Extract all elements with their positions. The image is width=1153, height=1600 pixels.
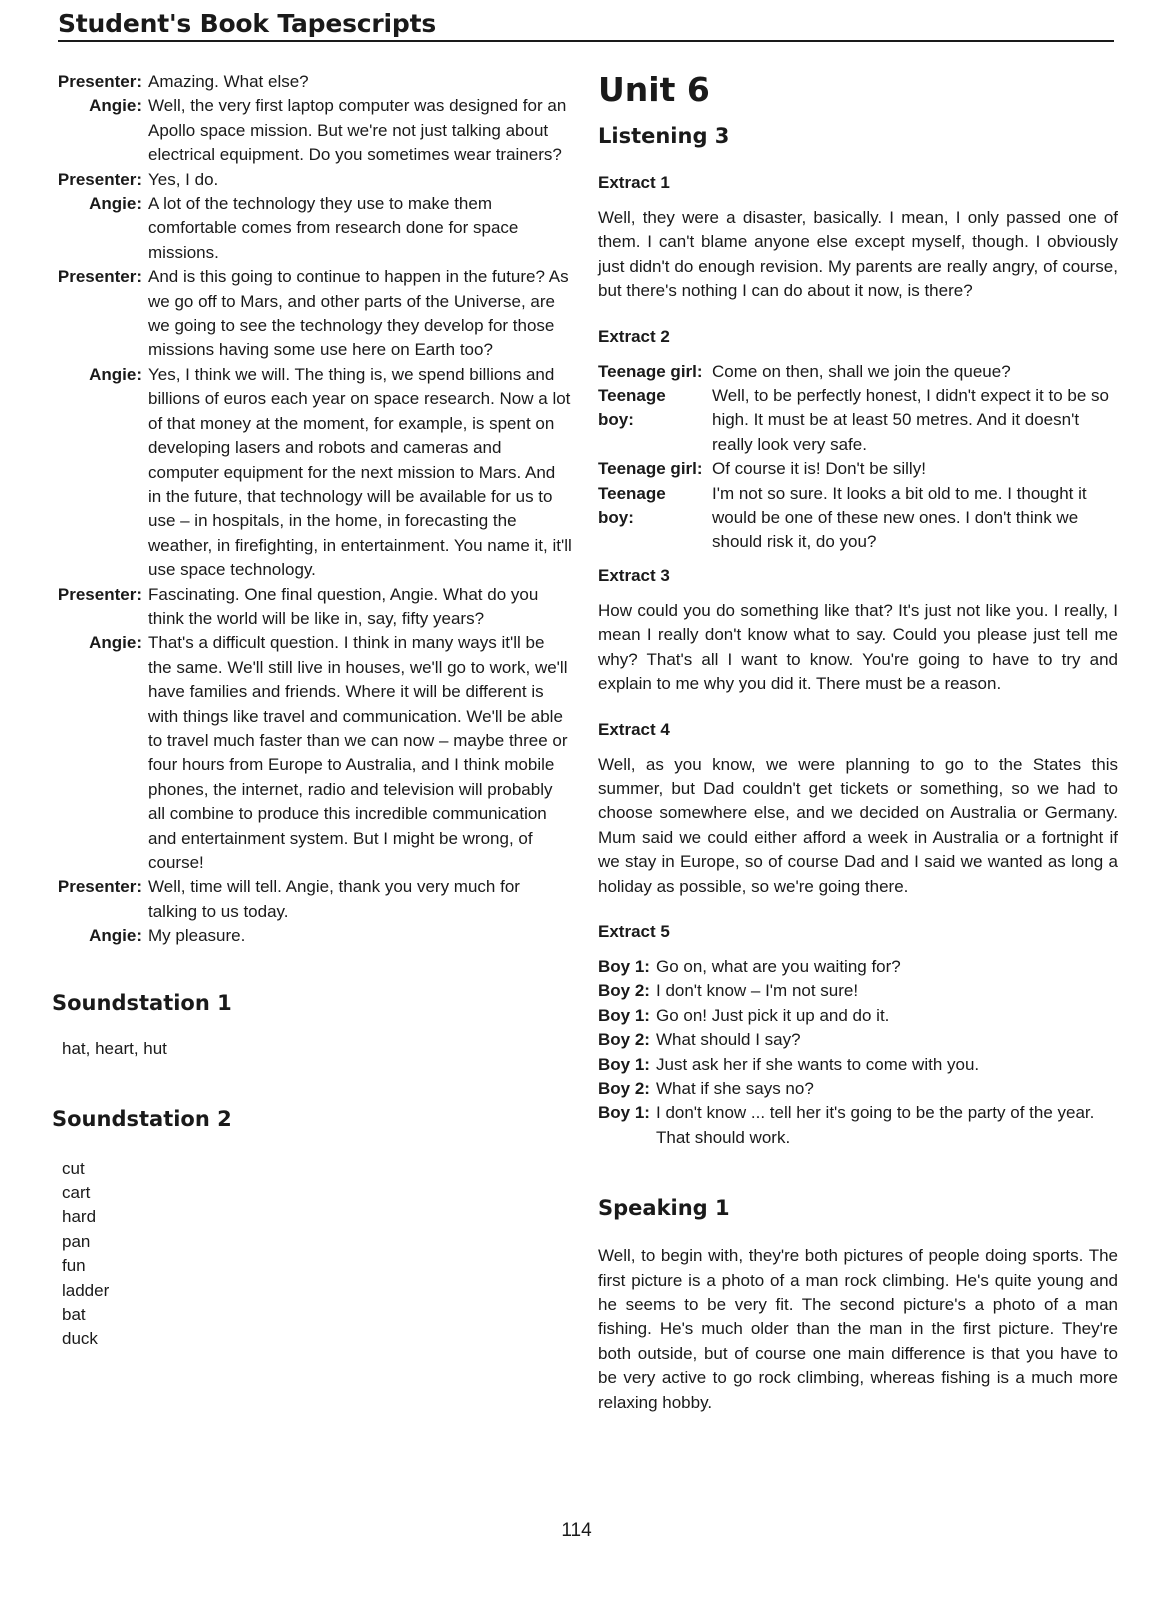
- dialogue-text: I'm not so sure. It looks a bit old to me. I thought it would be one of these new ones. I don't think we should risk it, do you?: [712, 483, 1087, 552]
- speaker-label: Presenter:: [57, 877, 142, 897]
- list-item: duck: [62, 1329, 98, 1349]
- dialogue-text: Amazing. What else?: [148, 72, 309, 91]
- extract-3-text: How could you do something like that? It's just not like you. I really, I mean I really don't know what to say. Could you please just tell me why? That's all I want to know. You're going to have to try and explain to me why you did it. There must be a reason.: [598, 600, 1118, 694]
- dialogue-line: [598, 457, 1118, 481]
- dialogue-line: [598, 384, 1118, 457]
- speaker-label: Boy 2:: [598, 1078, 650, 1098]
- extract-2-heading: Extract 2: [598, 326, 670, 346]
- dialogue-text: Well, time will tell. Angie, thank you very much for talking to us today.: [148, 877, 520, 921]
- speaker-label: Angie:: [89, 926, 142, 946]
- dialogue-line: [48, 94, 572, 167]
- speaker-label: Presenter:: [57, 169, 142, 189]
- speaker-label: Boy 1:: [598, 1054, 650, 1074]
- page-number: 114: [561, 1520, 592, 1541]
- list-item: cart: [62, 1183, 91, 1203]
- dialogue-text: Yes, I do.: [148, 169, 219, 189]
- speaker-label: Teenage girl:: [598, 459, 703, 479]
- dialogue-line: [48, 70, 572, 94]
- dialogue-line: [48, 631, 572, 875]
- speaker-label: Angie:: [89, 633, 142, 653]
- right-column: [598, 70, 1118, 1415]
- speaker-label: Boy 1:: [598, 956, 650, 976]
- dialogue-line: [48, 875, 572, 924]
- dialogue-text: Go on, what are you waiting for?: [656, 956, 901, 976]
- dialogue-text: Of course it is! Don't be silly!: [712, 459, 926, 479]
- speaker-label: Presenter:: [57, 72, 142, 91]
- soundstation-1-heading: Soundstation 1: [52, 990, 232, 1015]
- dialogue-text: Well, the very first laptop computer was designed for an Apollo space mission. But we're not just talking about electrical equipment. Do you sometimes wear trainers?: [148, 96, 567, 165]
- dialogue-text: Just ask her if she wants to come with you.: [656, 1054, 980, 1074]
- dialogue-line: [598, 1028, 1118, 1052]
- interview-dialogue: [48, 70, 572, 949]
- speaker-label: Teenage boy:: [598, 483, 666, 528]
- dialogue-line: [598, 1101, 1118, 1150]
- list-item: fun: [62, 1256, 86, 1276]
- speaker-label: Boy 2:: [598, 1030, 650, 1050]
- dialogue-text: I don't know ... tell her it's going to be the party of the year. That should work.: [656, 1103, 1095, 1147]
- speaker-label: Boy 1:: [598, 1103, 650, 1123]
- dialogue-text: What if she says no?: [656, 1078, 814, 1098]
- dialogue-line: [48, 363, 572, 583]
- list-item: bat: [62, 1305, 86, 1325]
- speaker-label: Teenage boy:: [598, 386, 666, 430]
- extract-2-dialogue: [598, 360, 1118, 555]
- dialogue-line: [48, 168, 572, 192]
- speaker-label: Boy 2:: [598, 981, 650, 1001]
- speaker-label: Presenter:: [57, 584, 142, 604]
- dialogue-text: Well, to be perfectly honest, I didn't expect it to be so high. It must be at least 50 metres. And it doesn't really look very safe.: [712, 386, 1109, 454]
- dialogue-text: Fascinating. One final question, Angie. What do you think the world will be like in, say, fifty years?: [148, 584, 539, 628]
- speaker-label: Boy 1:: [598, 1005, 650, 1025]
- speaker-label: Angie:: [89, 96, 142, 116]
- dialogue-line: [48, 192, 572, 265]
- speaker-label: Angie:: [89, 194, 142, 214]
- list-item: ladder: [62, 1280, 110, 1300]
- dialogue-text: A lot of the technology they use to make them comfortable comes from research done for space missions.: [148, 194, 519, 262]
- page-header: [58, 8, 1114, 42]
- dialogue-line: [598, 360, 1118, 384]
- dialogue-text: That's a difficult question. I think in many ways it'll be the same. We'll still live in houses, we'll go to work, we'll have families and friends. Where it will be different is with things like travel and communication. We'll be able to travel much faster than we can now – maybe three or four hours from Europe to Australia, and I think mobile phones, the internet, radio and television will probably all combine to produce this incredible communication and entertainment system. But I might be wrong, of course!: [148, 633, 568, 872]
- list-item: hard: [62, 1207, 97, 1227]
- dialogue-text: And is this going to continue to happen in the future? As we go off to Mars, and other parts of the Universe, are we going to see the technology they develop for those missions having some use here on Earth too?: [148, 267, 569, 360]
- speaker-label: Angie:: [89, 364, 142, 384]
- dialogue-text: Come on then, shall we join the queue?: [712, 361, 1011, 381]
- dialogue-line: [48, 924, 572, 948]
- dialogue-line: [598, 1053, 1118, 1077]
- dialogue-line: [598, 1077, 1118, 1101]
- dialogue-text: What should I say?: [656, 1030, 801, 1050]
- dialogue-line: [598, 979, 1118, 1003]
- extract-4-text: Well, as you know, we were planning to go to the States this summer, but Dad couldn't get tickets or something, so we had to choose somewhere else, and we decided on Australia or Germany. Mum said we could either afford a week in Australia or a fortnight if we stay in Europe, so of course Dad and I said we wanted as long a holiday as possible, so we're going there.: [598, 754, 1118, 896]
- list-item: cut: [62, 1158, 85, 1178]
- dialogue-line: [598, 1004, 1118, 1028]
- dialogue-text: Go on! Just pick it up and do it.: [656, 1005, 890, 1025]
- dialogue-text: My pleasure.: [148, 926, 246, 946]
- unit-title: Unit 6: [598, 70, 710, 109]
- list-item: pan: [62, 1231, 91, 1251]
- left-column: [52, 70, 572, 1352]
- extract-1-heading: Extract 1: [598, 173, 670, 192]
- soundstation-2-heading: Soundstation 2: [52, 1106, 232, 1131]
- dialogue-line: [48, 583, 572, 632]
- soundstation-2-word-list: [52, 1157, 572, 1352]
- extract-3-heading: Extract 3: [598, 565, 670, 585]
- dialogue-text: I don't know – I'm not sure!: [656, 981, 859, 1001]
- dialogue-text: Yes, I think we will. The thing is, we spend billions and billions of euros each year on space research. Now a lot of that money at the moment, for example, is spent on developing lasers and robots and cameras and computer equipment for the next mission to Mars. And in the future, that technology will be available for us to use – in hospitals, in the home, in forecasting the weather, in firefighting, in entertainment. You name it, it'll use space technology.: [148, 364, 572, 580]
- speaking-1-heading: Speaking 1: [598, 1196, 730, 1221]
- listening-heading: Listening 3: [598, 124, 730, 148]
- extract-1-text: Well, they were a disaster, basically. I mean, I only passed one of them. I can't blame anyone else except myself, though. I obviously just didn't do enough revision. My parents are really angry, of course, but there's nothing I can do about it now, is there?: [598, 208, 1118, 301]
- dialogue-line: [598, 482, 1118, 555]
- page-title: Student's Book Tapescripts: [58, 9, 437, 38]
- speaking-1-text: Well, to begin with, they're both pictures of people doing sports. The first picture is a photo of a man rock climbing. He's quite young and he seems to be very fit. The second picture's a photo of a man fishing. He's much older than the man in the first picture. They're both outside, but of course one main difference is that you have to be very active to go rock climbing, whereas fishing is a much more relaxing hobby.: [598, 1246, 1118, 1412]
- speaker-label: Presenter:: [57, 267, 142, 287]
- speaker-label: Teenage girl:: [598, 361, 703, 381]
- soundstation-1-text: hat, heart, hut: [62, 1038, 167, 1058]
- extract-5-dialogue: [598, 955, 1118, 1150]
- extract-5-heading: Extract 5: [598, 921, 670, 941]
- dialogue-line: [48, 265, 572, 363]
- dialogue-line: [598, 955, 1118, 979]
- extract-4-heading: Extract 4: [598, 719, 670, 739]
